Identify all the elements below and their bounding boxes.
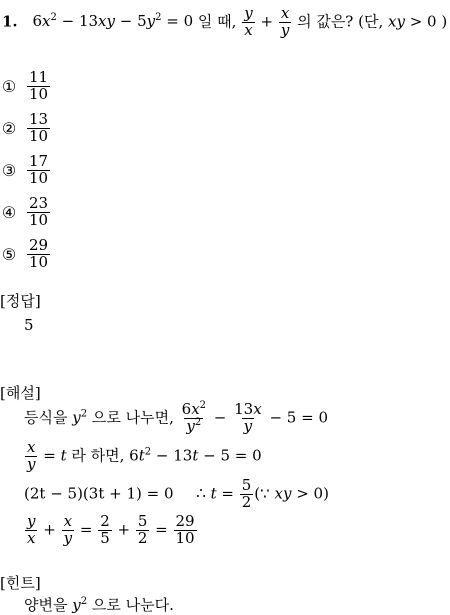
choice-2[interactable]: ② $\frac{13}{10}$: [1, 110, 49, 145]
question-line: 1. $6x^2 - 13xy - 5y^2 = 0$ 일 때, $\frac{y}{x}$ + $\frac{x}{y}$ 의 값은? (단, xy > 0 ): [2, 4, 448, 39]
question-number: 1.: [2, 12, 18, 31]
hint-heading: [힌트]: [0, 574, 41, 592]
hint-text: 양변을 $y^2$ 으로 나눈다.: [24, 596, 174, 614]
fraction-x-over-y: $\frac{x}{y}$: [280, 4, 290, 39]
answer-value: 5: [24, 316, 34, 334]
solution-line-2: $\frac{x}{y}$ = t 라 하면, $6t^2 - 13t - 5 = 0$: [27, 438, 262, 473]
choice-5[interactable]: ⑤ $\frac{29}{10}$: [1, 236, 49, 271]
question-equation: $6x^2 - 13xy - 5y^2 = 0$: [32, 12, 194, 31]
question-text: 일 때,: [193, 12, 242, 31]
choice-1[interactable]: ① $\frac{11}{10}$: [1, 68, 49, 103]
solution-heading: [해설]: [0, 384, 41, 402]
fraction-y-over-x: $\frac{y}{x}$: [244, 4, 253, 39]
choice-4[interactable]: ④ $\frac{23}{10}$: [1, 194, 49, 229]
choice-3[interactable]: ③ $\frac{17}{10}$: [1, 152, 49, 187]
answer-heading: [정답]: [0, 292, 41, 310]
solution-line-1: 등식을 $y^2$ 으로 나누면, $\frac{6x^2}{y^2}$ − $\frac{13x}{y}$ − 5 = 0: [24, 400, 328, 435]
solution-line-4: $\frac{y}{x}$ + $\frac{x}{y}$ = $\frac{2}{5}$ + $\frac{5}{2}$ = $\frac{29}{10}$: [27, 512, 195, 547]
solution-line-3: (2t − 5)(3t + 1) = 0 ∴ t = $\frac{5}{2}$ (∵ xy > 0): [24, 476, 329, 511]
